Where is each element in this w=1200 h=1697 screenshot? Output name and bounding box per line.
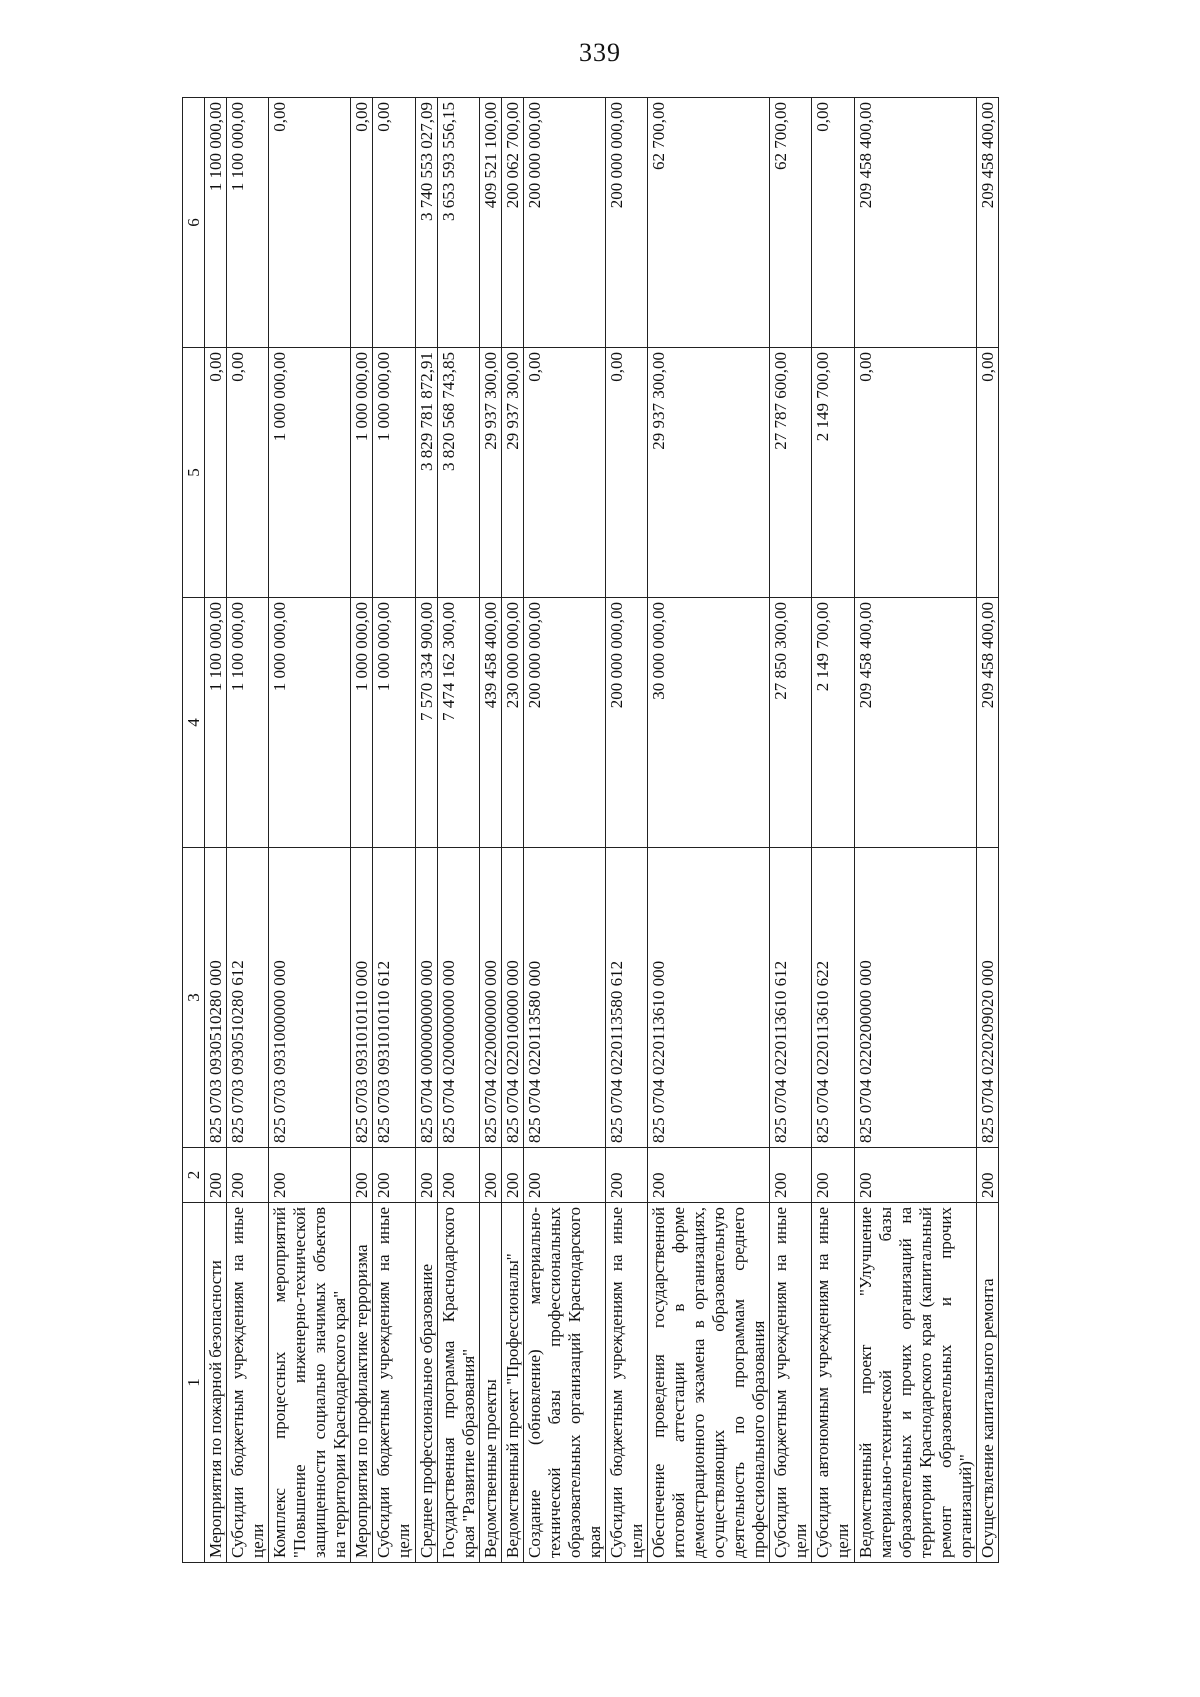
description-cell: Ведомственный проект "Улучшение материально-технической базы образовательных и прочих организаций на территории Краснодарского края (капитальный ремонт образовательных и прочих организаций)": [854, 1203, 976, 1563]
description-cell: Государственная программа Краснодарского края "Развитие образования": [437, 1203, 479, 1563]
table-row: [227, 98, 269, 1563]
amount-cell: 1 000 000,00: [373, 348, 415, 598]
table-row: [351, 98, 373, 1563]
description-cell: Субсидии бюджетным учреждениям на иные цели: [770, 1203, 812, 1563]
description-cell: Обеспечение проведения государственной итоговой аттестации в форме демонстрационного экзамена в организациях, осуществляющих образовательную деятельность по программам среднего профессионального образования: [648, 1203, 770, 1563]
rotated-table-container: [182, 98, 1137, 1563]
amount-cell: 0,00: [227, 348, 269, 598]
amount-cell: 209 458 400,00: [976, 598, 998, 848]
table-row: [976, 98, 998, 1563]
code-cell: 200: [523, 1148, 605, 1203]
description-cell: Субсидии бюджетным учреждениям на иные цели: [227, 1203, 269, 1563]
amount-cell: 230 000 000,00: [501, 598, 523, 848]
code-cell: 200: [648, 1148, 770, 1203]
header-cell: 2: [183, 1148, 205, 1203]
amount-cell: 1 100 000,00: [227, 98, 269, 348]
description-cell: Субсидии автономным учреждениям на иные цели: [812, 1203, 854, 1563]
description-cell: Комплекс процессных мероприятий "Повышение инженерно-технической защищенности социально значимых объектов на территории Краснодарского края": [269, 1203, 351, 1563]
amount-cell: 2 149 700,00: [812, 348, 854, 598]
budget-classification-cell: 825 0703 0930510280 000: [205, 848, 227, 1148]
description-cell: Мероприятия по профилактике терроризма: [351, 1203, 373, 1563]
amount-cell: 200 000 000,00: [605, 598, 647, 848]
amount-cell: 0,00: [269, 98, 351, 348]
description-cell: Ведомственный проект "Профессионалы": [501, 1203, 523, 1563]
table-row: [605, 98, 647, 1563]
budget-classification-cell: 825 0704 0220113580 000: [523, 848, 605, 1148]
budget-classification-cell: 825 0703 0930510280 612: [227, 848, 269, 1148]
amount-cell: 209 458 400,00: [854, 598, 976, 848]
amount-cell: 200 000 000,00: [523, 98, 605, 348]
code-cell: 200: [501, 1148, 523, 1203]
amount-cell: 62 700,00: [770, 98, 812, 348]
amount-cell: 0,00: [351, 98, 373, 348]
budget-classification-cell: 825 0703 0931010110 000: [351, 848, 373, 1148]
description-cell: Субсидии бюджетным учреждениям на иные цели: [373, 1203, 415, 1563]
budget-classification-cell: 825 0704 0220200000 000: [854, 848, 976, 1148]
amount-cell: 3 820 568 743,85: [437, 348, 479, 598]
code-cell: 200: [770, 1148, 812, 1203]
budget-table-body: [183, 98, 999, 1563]
amount-cell: 0,00: [523, 348, 605, 598]
amount-cell: 29 937 300,00: [501, 348, 523, 598]
table-row: [854, 98, 976, 1563]
code-cell: 200: [479, 1148, 501, 1203]
amount-cell: 409 521 100,00: [479, 98, 501, 348]
amount-cell: 0,00: [854, 348, 976, 598]
budget-classification-cell: 825 0704 0220113610 612: [770, 848, 812, 1148]
table-row: [437, 98, 479, 1563]
description-cell: Создание (обновление) материально-технической базы профессиональных образовательных организаций Краснодарского края: [523, 1203, 605, 1563]
amount-cell: 3 653 593 556,15: [437, 98, 479, 348]
table-row: [770, 98, 812, 1563]
amount-cell: 27 787 600,00: [770, 348, 812, 598]
amount-cell: 1 100 000,00: [205, 98, 227, 348]
table-row: [415, 98, 437, 1563]
budget-classification-cell: 825 0704 0220100000 000: [501, 848, 523, 1148]
table-row: [479, 98, 501, 1563]
budget-table: [182, 97, 999, 1563]
amount-cell: 3 740 553 027,09: [415, 98, 437, 348]
table-row: [648, 98, 770, 1563]
code-cell: 200: [437, 1148, 479, 1203]
amount-cell: 7 474 162 300,00: [437, 598, 479, 848]
header-cell: 1: [183, 1203, 205, 1563]
amount-cell: 439 458 400,00: [479, 598, 501, 848]
amount-cell: 200 000 000,00: [523, 598, 605, 848]
budget-classification-cell: 825 0704 0220113580 612: [605, 848, 647, 1148]
amount-cell: 1 100 000,00: [227, 598, 269, 848]
budget-classification-cell: 825 0704 0220113610 000: [648, 848, 770, 1148]
description-cell: Осуществление капитального ремонта: [976, 1203, 998, 1563]
amount-cell: 0,00: [812, 98, 854, 348]
amount-cell: 200 000 000,00: [605, 98, 647, 348]
amount-cell: 209 458 400,00: [854, 98, 976, 348]
budget-classification-cell: 825 0704 0220000000 000: [479, 848, 501, 1148]
table-row: [269, 98, 351, 1563]
amount-cell: 3 829 781 872,91: [415, 348, 437, 598]
description-cell: Ведомственные проекты: [479, 1203, 501, 1563]
table-row: [501, 98, 523, 1563]
amount-cell: 1 000 000,00: [373, 598, 415, 848]
table-row: [523, 98, 605, 1563]
code-cell: 200: [351, 1148, 373, 1203]
code-cell: 200: [812, 1148, 854, 1203]
amount-cell: 0,00: [976, 348, 998, 598]
amount-cell: 209 458 400,00: [976, 98, 998, 348]
page-number: 339: [579, 38, 621, 67]
amount-cell: 0,00: [373, 98, 415, 348]
amount-cell: 1 100 000,00: [205, 598, 227, 848]
header-cell: 3: [183, 848, 205, 1148]
table-row: [205, 98, 227, 1563]
amount-cell: 62 700,00: [648, 98, 770, 348]
budget-classification-cell: 825 0703 0931010110 612: [373, 848, 415, 1148]
amount-cell: 0,00: [605, 348, 647, 598]
header-cell: 4: [183, 598, 205, 848]
table-row: [373, 98, 415, 1563]
header-cell: 5: [183, 348, 205, 598]
budget-classification-cell: 825 0704 0220113610 622: [812, 848, 854, 1148]
amount-cell: 1 000 000,00: [351, 598, 373, 848]
code-cell: 200: [373, 1148, 415, 1203]
code-cell: 200: [605, 1148, 647, 1203]
code-cell: 200: [205, 1148, 227, 1203]
budget-classification-cell: 825 0704 0200000000 000: [437, 848, 479, 1148]
table-header-row: [183, 98, 205, 1563]
code-cell: 200: [415, 1148, 437, 1203]
code-cell: 200: [269, 1148, 351, 1203]
code-cell: 200: [976, 1148, 998, 1203]
budget-classification-cell: 825 0704 0000000000 000: [415, 848, 437, 1148]
amount-cell: 30 000 000,00: [648, 598, 770, 848]
amount-cell: 1 000 000,00: [269, 348, 351, 598]
description-cell: Субсидии бюджетным учреждениям на иные цели: [605, 1203, 647, 1563]
amount-cell: 7 570 334 900,00: [415, 598, 437, 848]
amount-cell: 1 000 000,00: [269, 598, 351, 848]
amount-cell: 29 937 300,00: [648, 348, 770, 598]
amount-cell: 1 000 000,00: [351, 348, 373, 598]
amount-cell: 200 062 700,00: [501, 98, 523, 348]
description-cell: Среднее профессиональное образование: [415, 1203, 437, 1563]
budget-classification-cell: 825 0704 0220209020 000: [976, 848, 998, 1148]
budget-classification-cell: 825 0703 0931000000 000: [269, 848, 351, 1148]
description-cell: Мероприятия по пожарной безопасности: [205, 1203, 227, 1563]
header-cell: 6: [183, 98, 205, 348]
code-cell: 200: [227, 1148, 269, 1203]
amount-cell: 27 850 300,00: [770, 598, 812, 848]
amount-cell: 2 149 700,00: [812, 598, 854, 848]
amount-cell: 29 937 300,00: [479, 348, 501, 598]
code-cell: 200: [854, 1148, 976, 1203]
amount-cell: 0,00: [205, 348, 227, 598]
table-row: [812, 98, 854, 1563]
